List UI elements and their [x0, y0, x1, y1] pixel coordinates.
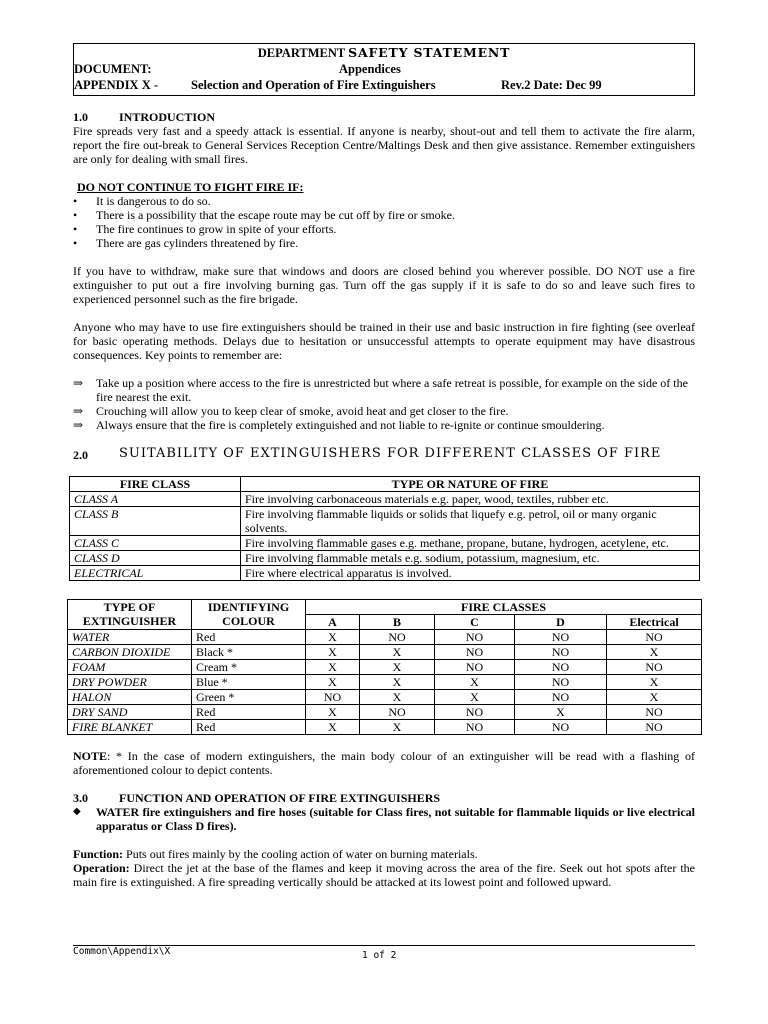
water-bullet: ◆ WATER fire extinguishers and fire hoses (suitable for Class fires, not suitable for flammable liquids or live electrical apparatus or Class D fires). [73, 805, 695, 833]
document-value: Appendices [339, 62, 401, 76]
extinguisher-table [67, 599, 702, 735]
arrow-icon: ⇒ [73, 376, 84, 390]
table-row: FIRE BLANKET Red X X NO NO NO [68, 720, 702, 735]
table-row: DRY POWDER Blue * X X X NO X [68, 675, 702, 690]
fire-class-table [69, 476, 700, 581]
header-appendix-row [74, 77, 694, 93]
function-paragraph: Function: Puts out fires mainly by the cooling action of water on burning materials. [73, 847, 478, 861]
header-document-row [74, 61, 694, 77]
footer-path: Common\Appendix\X [73, 946, 171, 957]
arrow-icon: ⇒ [73, 404, 84, 418]
section3-heading: 3.0 FUNCTION AND OPERATION OF FIRE EXTINGUISHERS [73, 791, 441, 805]
appendix-label: APPENDIX X - [74, 78, 159, 92]
table-row: CARBON DIOXIDE Black * X X NO NO X [68, 645, 702, 660]
list-item: ⇒ Always ensure that the fire is completely extinguished and not liable to re-ignite or continue smouldering. [73, 418, 605, 432]
document-label: DOCUMENT: [74, 62, 152, 76]
header-title: DEPARTMENT SAFETY STATEMENT [257, 45, 511, 60]
diamond-icon: ◆ [73, 806, 81, 817]
table-row: ELECTRICAL Fire where electrical apparatus is involved. [70, 566, 700, 581]
table-row: DRY SAND Red X NO NO X NO [68, 705, 702, 720]
do-not-list [73, 194, 695, 250]
table-header-row: FIRE CLASS TYPE OR NATURE OF FIRE [70, 477, 700, 492]
withdraw-paragraph: If you have to withdraw, make sure that windows and doors are closed behind you wherever possible. DO NOT use a fire extinguisher to put out a fire involving burning gas. Turn off the gas supply if it is safe to do so and leave such fires to experienced personnel such as the fire brigade. [73, 264, 695, 306]
list-item: ⇒ Crouching will allow you to keep clear of smoke, avoid heat and get closer to the fire. [73, 404, 509, 418]
key-points-list [73, 376, 695, 432]
table-header-row: TYPE OF EXTINGUISHER IDENTIFYING COLOUR FIRE CLASSES [68, 600, 702, 615]
page-number: 1 of 2 [362, 950, 397, 961]
section2-heading: 2.0 SUITABILITY OF EXTINGUISHERS FOR DIFFERENT CLASSES OF FIRE [73, 446, 662, 462]
table-row: CLASS C Fire involving flammable gases e.g. methane, propane, butane, hydrogen, acetylene, etc. [70, 536, 700, 551]
list-item: • There is a possibility that the escape route may be cut off by fire or smoke. [73, 208, 456, 222]
table-row: HALON Green * NO X X NO X [68, 690, 702, 705]
document-page [73, 43, 695, 889]
list-item: • It is dangerous to do so. [73, 194, 211, 208]
list-item: • The fire continues to grow in spite of your efforts. [73, 222, 337, 236]
arrow-icon: ⇒ [73, 418, 84, 432]
list-item: • There are gas cylinders threatened by fire. [73, 236, 299, 250]
list-item: ⇒ Take up a position where access to the fire is unrestricted but where a safe retreat is possible, for example on the side of the fire nearest the exit. [73, 376, 688, 404]
do-not-heading: DO NOT CONTINUE TO FIGHT FIRE IF: [77, 180, 304, 194]
training-paragraph: Anyone who may have to use fire extinguishers should be trained in their use and basic instruction in fire fighting (see overleaf for basic operating methods. Delays due to hesitation or unsuccessful attempts to operate equipment may have disastrous consequences. Key points to remember are: [73, 320, 695, 362]
table-row: CLASS D Fire involving flammable metals e.g. sodium, potassium, magnesium, etc. [70, 551, 700, 566]
table-row: FOAM Cream * X X NO NO NO [68, 660, 702, 675]
table-header-row: A B C D Electrical [68, 615, 702, 630]
table-row: CLASS A Fire involving carbonaceous materials e.g. paper, wood, textiles, rubber etc. [70, 492, 700, 507]
document-header [73, 43, 695, 96]
intro-paragraph: Fire spreads very fast and a speedy attack is essential. If anyone is nearby, shout-out and tell them to activate the fire alarm, report the fire out-break to General Services Reception Centre/Maltings Desk and then give assistance. Remember extinguishers are only for dealing with small fires. [73, 124, 695, 166]
note-paragraph: NOTE: * In the case of modern extinguishers, the main body colour of an extinguisher will be read with a flashing of aforementioned colour to depict contents. [73, 749, 695, 777]
intro-heading: 1.0 INTRODUCTION [73, 110, 216, 124]
table-row: CLASS B Fire involving flammable liquids or solids that liquefy e.g. petrol, oil or many organic solvents. [70, 507, 700, 536]
table-row: WATER Red X NO NO NO NO [68, 630, 702, 645]
operation-paragraph: Operation: Direct the jet at the base of the flames and keep it moving across the area of the fire. Seek out hot spots after the main fire is extinguished. A fire spreading vertically should be attacked at its lowest point and followed upward. [73, 861, 695, 889]
appendix-title: Selection and Operation of Fire Extinguishers [191, 78, 436, 92]
revision-date: Rev.2 Date: Dec 99 [501, 78, 602, 92]
